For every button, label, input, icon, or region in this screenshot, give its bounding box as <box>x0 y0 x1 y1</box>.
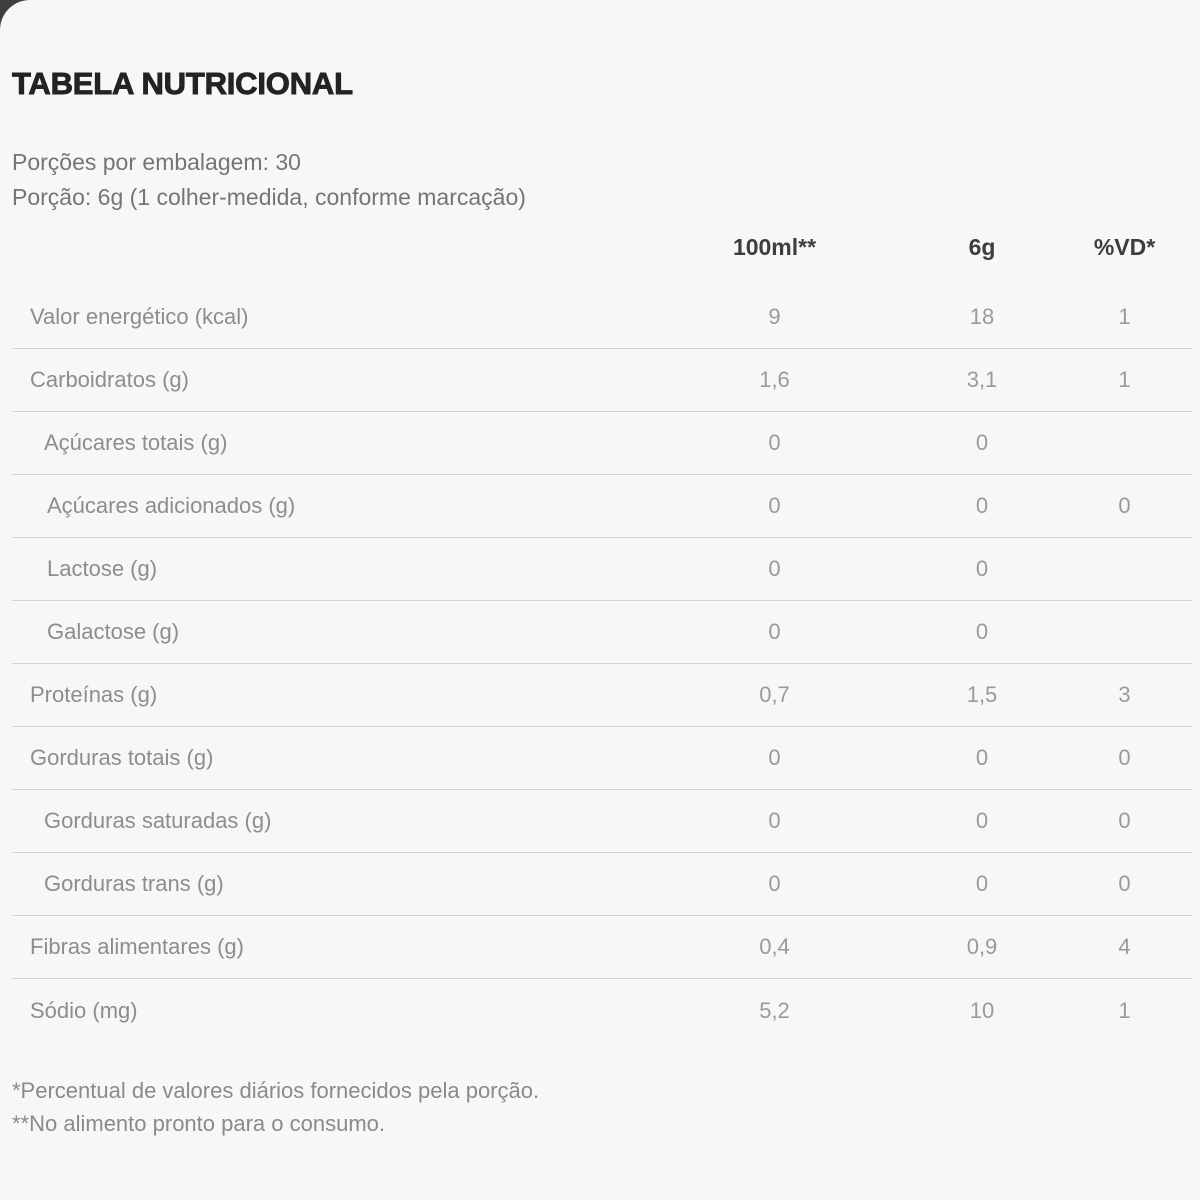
row-label: Gorduras trans (g) <box>44 871 224 896</box>
table-body <box>12 286 1192 1042</box>
value-vd: 0 <box>1118 745 1131 770</box>
value-vd: 1 <box>1118 304 1131 329</box>
table-row <box>12 790 1192 853</box>
value-100ml: 9 <box>768 304 781 329</box>
value-100ml: 0,4 <box>759 934 790 959</box>
value-100ml: 0,7 <box>759 682 790 707</box>
row-label: Açúcares totais (g) <box>44 430 228 455</box>
row-label: Sódio (mg) <box>30 997 138 1023</box>
row-label: Proteínas (g) <box>30 682 158 707</box>
table-row <box>12 601 1192 664</box>
value-6g: 0 <box>975 556 989 581</box>
column-header-100ml: 100ml** <box>732 233 817 260</box>
row-label: Valor energético (kcal) <box>30 304 249 329</box>
servings-per-package-text: Porções por embalagem: 30 <box>12 149 301 175</box>
value-100ml: 0 <box>768 745 781 770</box>
table-row <box>12 727 1192 790</box>
value-6g: 0 <box>975 619 989 644</box>
row-label: Fibras alimentares (g) <box>30 934 244 959</box>
table-row <box>12 979 1192 1042</box>
value-6g: 3,1 <box>966 367 998 392</box>
footnotes <box>12 1074 1200 1140</box>
value-vd: 0 <box>1118 493 1131 518</box>
value-6g: 0 <box>975 430 989 455</box>
row-label: Açúcares adicionados (g) <box>47 493 296 518</box>
table-row <box>12 286 1192 349</box>
value-100ml: 0 <box>768 493 781 518</box>
footnote-daily-values: *Percentual de valores diários fornecidos pela porção. <box>12 1078 540 1103</box>
table-row <box>12 412 1192 475</box>
value-6g: 0 <box>975 808 989 833</box>
portion-size-text: Porção: 6g (1 colher-medida, conforme marcação) <box>12 184 526 210</box>
value-vd: 0 <box>1118 871 1131 896</box>
table-header-row <box>12 227 1192 267</box>
row-label: Lactose (g) <box>47 556 158 581</box>
page-title: TABELA NUTRICIONAL <box>12 66 353 101</box>
value-6g: 1,5 <box>966 682 998 707</box>
row-label: Gorduras totais (g) <box>30 745 214 770</box>
value-6g: 0 <box>975 871 989 896</box>
column-header-vd: %VD* <box>1093 233 1156 260</box>
value-vd: 4 <box>1118 934 1131 959</box>
value-vd: 3 <box>1118 682 1131 707</box>
table-row <box>12 538 1192 601</box>
column-header-6g: 6g <box>968 233 996 260</box>
table-row <box>12 475 1192 538</box>
value-vd: 1 <box>1118 367 1131 392</box>
value-6g: 18 <box>969 304 995 329</box>
value-100ml: 0 <box>768 556 781 581</box>
table-row <box>12 853 1192 916</box>
value-vd: 1 <box>1118 997 1131 1023</box>
value-6g: 0,9 <box>966 934 998 959</box>
row-label: Galactose (g) <box>47 619 180 644</box>
table-row <box>12 664 1192 727</box>
footnote-prepared-food: **No alimento pronto para o consumo. <box>12 1111 385 1136</box>
value-6g: 0 <box>975 745 989 770</box>
value-100ml: 0 <box>768 871 781 896</box>
value-100ml: 0 <box>768 619 781 644</box>
row-label: Carboidratos (g) <box>30 367 189 392</box>
value-100ml: 5,2 <box>759 997 790 1023</box>
value-100ml: 0 <box>768 430 781 455</box>
serving-info <box>12 145 1200 215</box>
value-vd: 0 <box>1118 808 1131 833</box>
value-6g: 10 <box>969 997 995 1023</box>
row-label: Gorduras saturadas (g) <box>44 808 272 833</box>
table-row <box>12 916 1192 979</box>
nutrition-table <box>12 227 1192 1042</box>
value-100ml: 0 <box>768 808 781 833</box>
value-100ml: 1,6 <box>759 367 790 392</box>
table-row <box>12 349 1192 412</box>
value-6g: 0 <box>975 493 989 518</box>
